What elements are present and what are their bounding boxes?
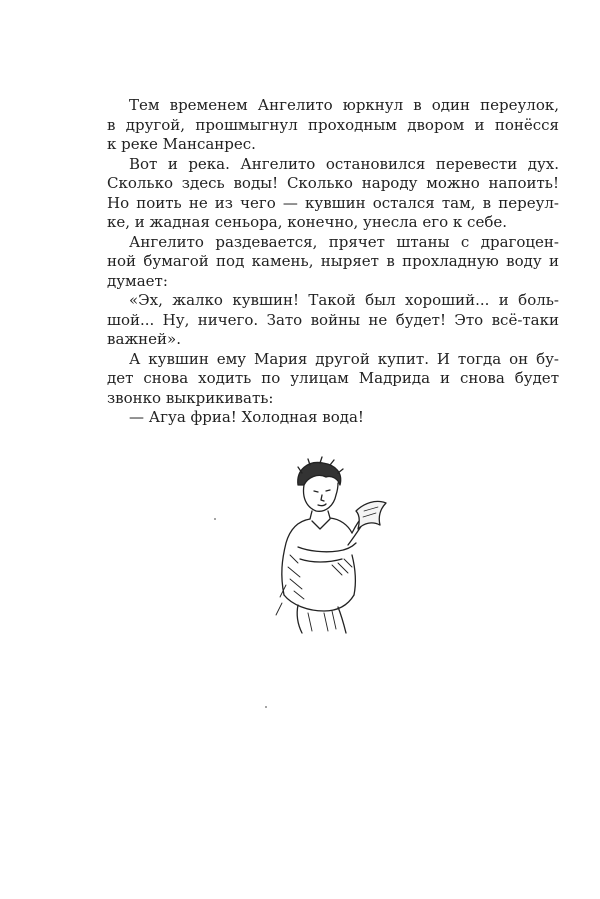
- boy-with-paper-sketch-icon: [268, 455, 398, 635]
- text-line: Тем временем Ангелито юркнул в один переулок,: [129, 96, 559, 114]
- story-text: [107, 96, 559, 428]
- text-line: А кувшин ему Мария другой купит. И тогда он бу-: [129, 349, 559, 368]
- paragraph-6: [107, 408, 559, 428]
- text-line: в другой, прошмыгнул проходным двором и понёсся: [107, 115, 559, 134]
- print-speck: [265, 706, 267, 708]
- paragraph-3: [107, 233, 559, 292]
- text-line: — Агуа фриа! Холодная вода!: [129, 408, 364, 426]
- paragraph-4: [107, 291, 559, 350]
- text-line: ке, и жадная сеньора, конечно, унесла его к себе.: [107, 213, 507, 231]
- text-line: к реке Мансанрес.: [107, 135, 256, 153]
- text-line: «Эх, жалко кувшин! Такой был хороший... и боль-: [129, 291, 559, 309]
- text-line: важней».: [107, 330, 182, 348]
- text-line: звонко выкрикивать:: [107, 388, 274, 407]
- paragraph-1: [107, 96, 559, 155]
- text-line: Вот и река. Ангелито остановился перевести дух.: [129, 154, 559, 173]
- text-line: думает:: [107, 271, 168, 290]
- text-line: Но поить не из чего — кувшин остался там, в переул-: [107, 193, 559, 212]
- text-line: шой... Ну, ничего. Зато войны не будет! Это всё-таки: [107, 310, 559, 329]
- text-line: ной бумагой под камень, ныряет в прохладную воду и: [107, 252, 559, 270]
- text-line: дет снова ходить по улицам Мадрида и снова будет: [107, 369, 559, 387]
- paragraph-2: [107, 155, 559, 233]
- print-speck: [214, 518, 216, 520]
- paragraph-5: [107, 350, 559, 409]
- text-line: Ангелито раздевается, прячет штаны с драгоцен-: [129, 232, 559, 251]
- text-line: Сколько здесь воды! Сколько народу можно напоить!: [107, 174, 559, 192]
